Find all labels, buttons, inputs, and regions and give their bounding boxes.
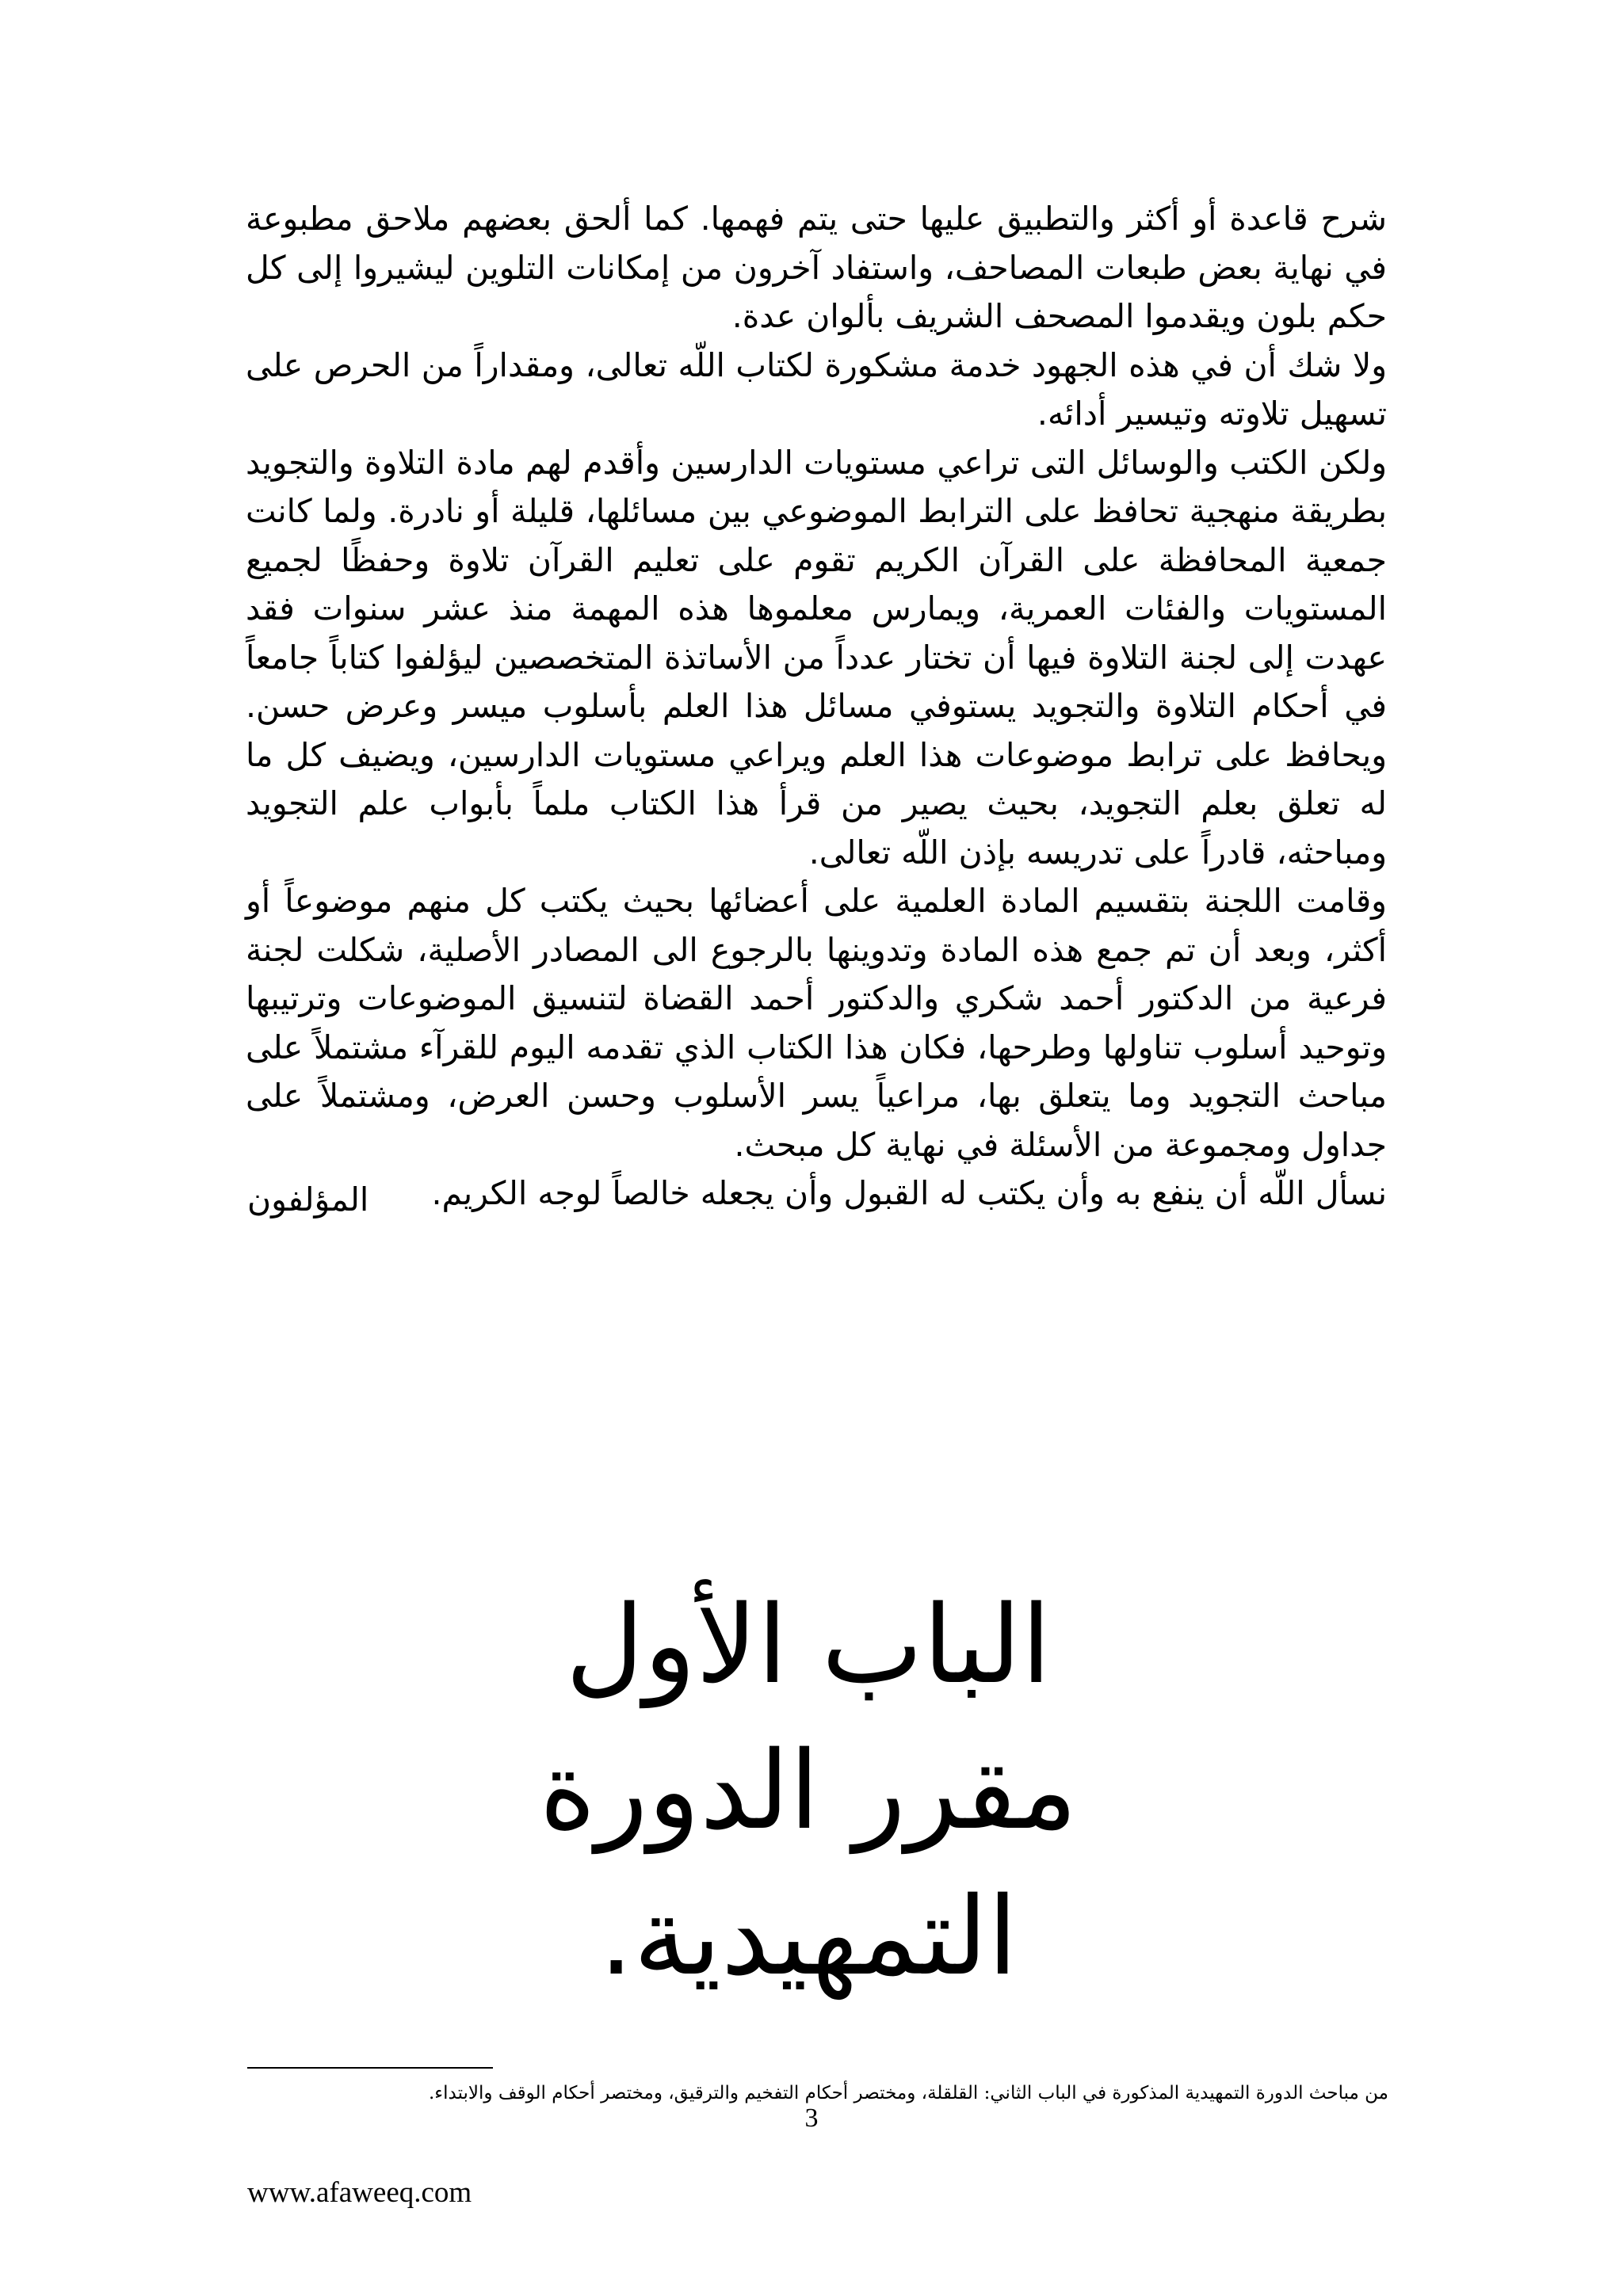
paragraph-2: ولا شك أن في هذه الجهود خدمة مشكورة لكتاب اللّه تعالى، ومقداراً من الحرص على تسهيل تلاوته وتيسير أدائه.: [246, 345, 1387, 433]
chapter-title: [238, 1573, 1379, 2010]
chapter-title-line-2: مقرر الدورة: [539, 1729, 1078, 1854]
chapter-title-line-3: التمهيدية.: [599, 1875, 1018, 2000]
website-url: www.afaweeq.com: [247, 2176, 472, 2209]
footnote: من مباحث الدورة التمهيدية المذكورة في الباب الثاني: القلقلة، ومختصر أحكام التفخيم والترقيق، ومختصر أحكام الوقف والابتداء.: [428, 2083, 1388, 2103]
paragraph-4: وقامت اللجنة بتقسيم المادة العلمية على أعضائها بحيث يكتب كل منهم موضوعاً أو أكثر، وبعد أن تم جمع هذه المادة وتدوينها بالرجوع الى المصادر الأصلية، شكلت لجنة فرعية من الدكتور أحمد شكري والدكتور أحمد القضاة لتنسيق الموضوعات وترتيبها وتوحيد أسلوب تناولها وطرحها، فكان هذا الكتاب الذي تقدمه اليوم للقرآء مشتملاً على مباحث التجويد وما يتعلق بها، مراعياً يسر الأسلوب وحسن العرض، ومشتملاً على جداول ومجموعة من الأسئلة في نهاية كل مبحث.: [246, 882, 1387, 1164]
page-number: 3: [804, 2103, 819, 2133]
paragraph-3: ولكن الكتب والوسائل التى تراعي مستويات الدارسين وأقدم لهم مادة التلاوة والتجويد بطريقة منهجية تحافظ على الترابط الموضوعي بين مسائلها، قليلة أو نادرة. ولما كانت جمعية المحافظة على القرآن الكريم تقوم على تعليم القرآن تلاوة وحفظًا لجميع المستويات والفئات العمرية، ويمارس معلموها هذه المهمة منذ عشر سنوات فقد عهدت إلى لجنة التلاوة فيها أن تختار عدداً من الأساتذة المتخصصين ليؤلفوا كتاباً جامعاً في أحكام التلاوة والتجويد يستوفي مسائل هذا العلم بأسلوب ميسر وعرض حسن. ويحافظ على ترابط موضوعات هذا العلم ويراعي مستويات الدارسين، ويضيف كل ما له تعلق بعلم التجويد، بحيث يصير من قرأ هذا الكتاب ملماً بأبواب علم التجويد ومباحثه، قادراً على تدريسه بإذن اللّه تعالى.: [246, 443, 1387, 871]
body-text: [246, 195, 1387, 1219]
paragraph-1: شرح قاعدة أو أكثر والتطبيق عليها حتى يتم فهمها. كما ألحق بعضهم ملاحق مطبوعة في نهاية بعض طبعات المصاحف، واستفاد آخرون من إمكانات التلوين ليشيروا إلى كل حكم بلون ويقدموا المصحف الشريف بألوان عدة.: [246, 200, 1387, 335]
authors-signature: المؤلفون: [247, 1180, 369, 1219]
footnote-divider: [247, 2067, 493, 2069]
paragraph-5: نسأل اللّه أن ينفع به وأن يكتب له القبول وأن يجعله خالصاً لوجه الكريم.: [431, 1174, 1387, 1212]
chapter-title-line-1: الباب الأول: [565, 1583, 1052, 1708]
